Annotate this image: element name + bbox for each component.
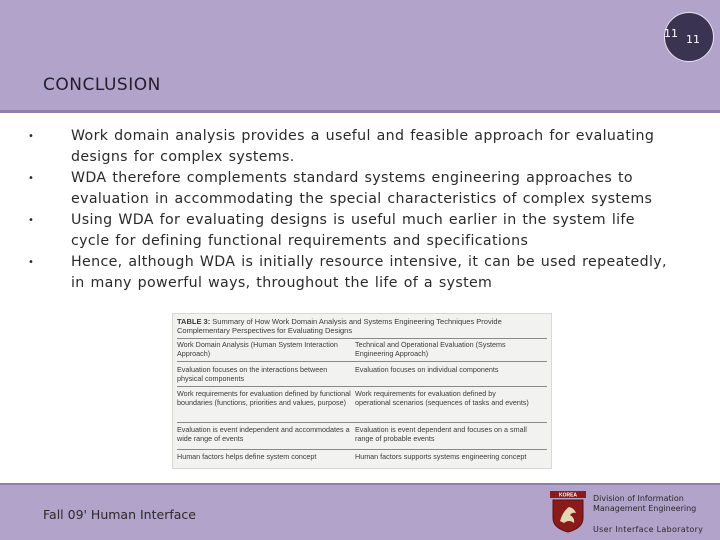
slide-title: CONCLUSION bbox=[43, 75, 161, 95]
table-cell: Work requirements for evaluation defined by operational scenarios (sequences of tasks and events) bbox=[355, 389, 529, 407]
bullet-icon: • bbox=[28, 215, 35, 226]
comparison-table-image bbox=[172, 313, 552, 469]
table-caption-text: Summary of How Work Domain Analysis and Systems Engineering Techniques Provide Complementary Perspectives for Evaluating Designs bbox=[177, 317, 502, 335]
table-cell: Evaluation is event independent and accommodates a wide range of events bbox=[177, 425, 350, 443]
footer-divider bbox=[0, 483, 720, 485]
slide-number-big: 11 bbox=[686, 33, 700, 46]
bullet-text-line: WDA therefore complements standard systems engineering approaches to bbox=[71, 170, 633, 186]
bullet-text-line: cycle for defining functional requirements and specifications bbox=[71, 233, 529, 249]
header-bar bbox=[0, 0, 720, 113]
bullet-text-line: in many powerful ways, throughout the life of a system bbox=[71, 275, 493, 291]
logo-text: KOREA bbox=[558, 492, 578, 499]
table-cell: Human factors helps define system concept bbox=[177, 452, 317, 461]
course-label: Fall 09' Human Interface bbox=[43, 507, 196, 522]
bullet-text-line: Hence, although WDA is initially resource intensive, it can be used repeatedly, bbox=[71, 254, 667, 270]
table-rule bbox=[177, 361, 547, 362]
bullet-text-line: evaluation in accommodating the special characteristics of complex systems bbox=[71, 191, 653, 207]
department-line: Division of Information bbox=[593, 494, 684, 503]
slide-number-small: 11 bbox=[664, 27, 678, 40]
table-cell: Evaluation focuses on the interactions between physical components bbox=[177, 365, 328, 383]
table-rule bbox=[177, 449, 547, 450]
table-cell: Evaluation focuses on individual components bbox=[355, 365, 499, 374]
table-cell: Human factors supports systems engineering concept bbox=[355, 452, 527, 461]
university-logo bbox=[550, 491, 586, 533]
table-caption-label: TABLE 3: bbox=[177, 317, 211, 326]
department-name bbox=[593, 494, 696, 514]
table-rule bbox=[177, 386, 547, 387]
table-header-right: Technical and Operational Evaluation (Systems Engineering Approach) bbox=[355, 340, 506, 358]
bullet-text-line: Work domain analysis provides a useful and feasible approach for evaluating bbox=[71, 128, 655, 144]
table-rule bbox=[177, 422, 547, 423]
bullet-item bbox=[28, 126, 703, 168]
bullet-text-line: Using WDA for evaluating designs is useful much earlier in the system life bbox=[71, 212, 635, 228]
header-divider bbox=[0, 110, 720, 113]
bullet-icon: • bbox=[28, 173, 35, 184]
bullet-icon: • bbox=[28, 257, 35, 268]
bullet-item bbox=[28, 252, 703, 294]
lab-name: User Interface Laboratory bbox=[593, 525, 704, 534]
table-rule bbox=[177, 338, 547, 339]
bullet-text-line: designs for complex systems. bbox=[71, 149, 295, 165]
bullet-list bbox=[28, 126, 703, 294]
table-cell: Work requirements for evaluation defined by functional boundaries (functions, priorities and values, purpose) bbox=[177, 389, 351, 407]
table-cell: Evaluation is event dependent and focuses on a small range of probable events bbox=[355, 425, 527, 443]
bullet-icon: • bbox=[28, 131, 35, 142]
bullet-item bbox=[28, 210, 703, 252]
department-line: Management Engineering bbox=[593, 504, 697, 513]
table-caption bbox=[177, 317, 547, 335]
table-header-left: Work Domain Analysis (Human System Interaction Approach) bbox=[177, 340, 338, 358]
bullet-item bbox=[28, 168, 703, 210]
